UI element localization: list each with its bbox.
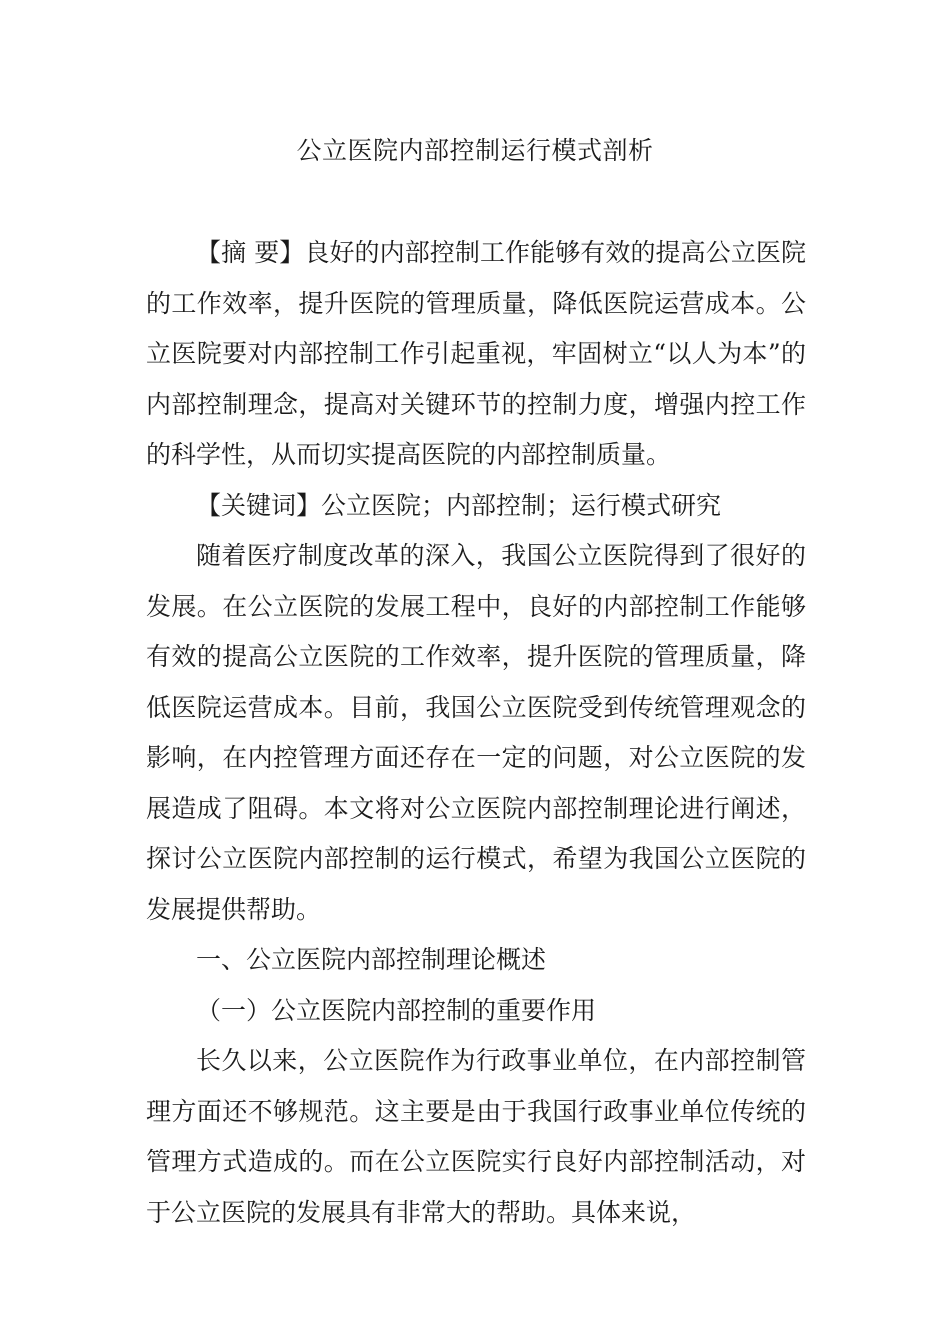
document-body xyxy=(146,228,806,1238)
abstract-text: 良好的内部控制工作能够有效的提高公立医院的工作效率，提升医院的管理质量，降低医院运营成本。公立医院要对内部控制工作引起重视，牢固树立“以人为本”的内部控制理念，提高对关键环节的控制力度，增强内控工作的科学性，从而切实提高医院的内部控制质量。 xyxy=(146,238,806,469)
subsection-heading: （一）公立医院内部控制的重要作用 xyxy=(196,995,597,1025)
intro-paragraph: 随着医疗制度改革的深入，我国公立医院得到了很好的发展。在公立医院的发展工程中，良好的内部控制工作能够有效的提高公立医院的工作效率，提升医院的管理质量，降低医院运营成本。目前，我国公立医院受到传统管理观念的影响，在内控管理方面还存在一定的问题，对公立医院的发展造成了阻碍。本文将对公立医院内部控制理论进行阐述，探讨公立医院内部控制的运行模式，希望为我国公立医院的发展提供帮助。 xyxy=(146,541,806,924)
keywords-paragraph xyxy=(146,481,806,532)
abstract-label: 【摘 要】 xyxy=(196,238,305,267)
section-heading: 一、公立医院内部控制理论概述 xyxy=(196,945,547,974)
abstract-paragraph xyxy=(146,228,806,481)
subsection-paragraph: 长久以来，公立医院作为行政事业单位，在内部控制管理方面还不够规范。这主要是由于我国行政事业单位传统的管理方式造成的。而在公立医院实行良好内部控制活动，对于公立医院的发展具有非常大的帮助。具体来说， xyxy=(146,1046,806,1227)
document-title: 公立医院内部控制运行模式剖析 xyxy=(296,136,654,165)
keywords-label: 【关键词】 xyxy=(196,490,322,520)
keywords-text: 公立医院；内部控制；运行模式研究 xyxy=(321,490,722,520)
